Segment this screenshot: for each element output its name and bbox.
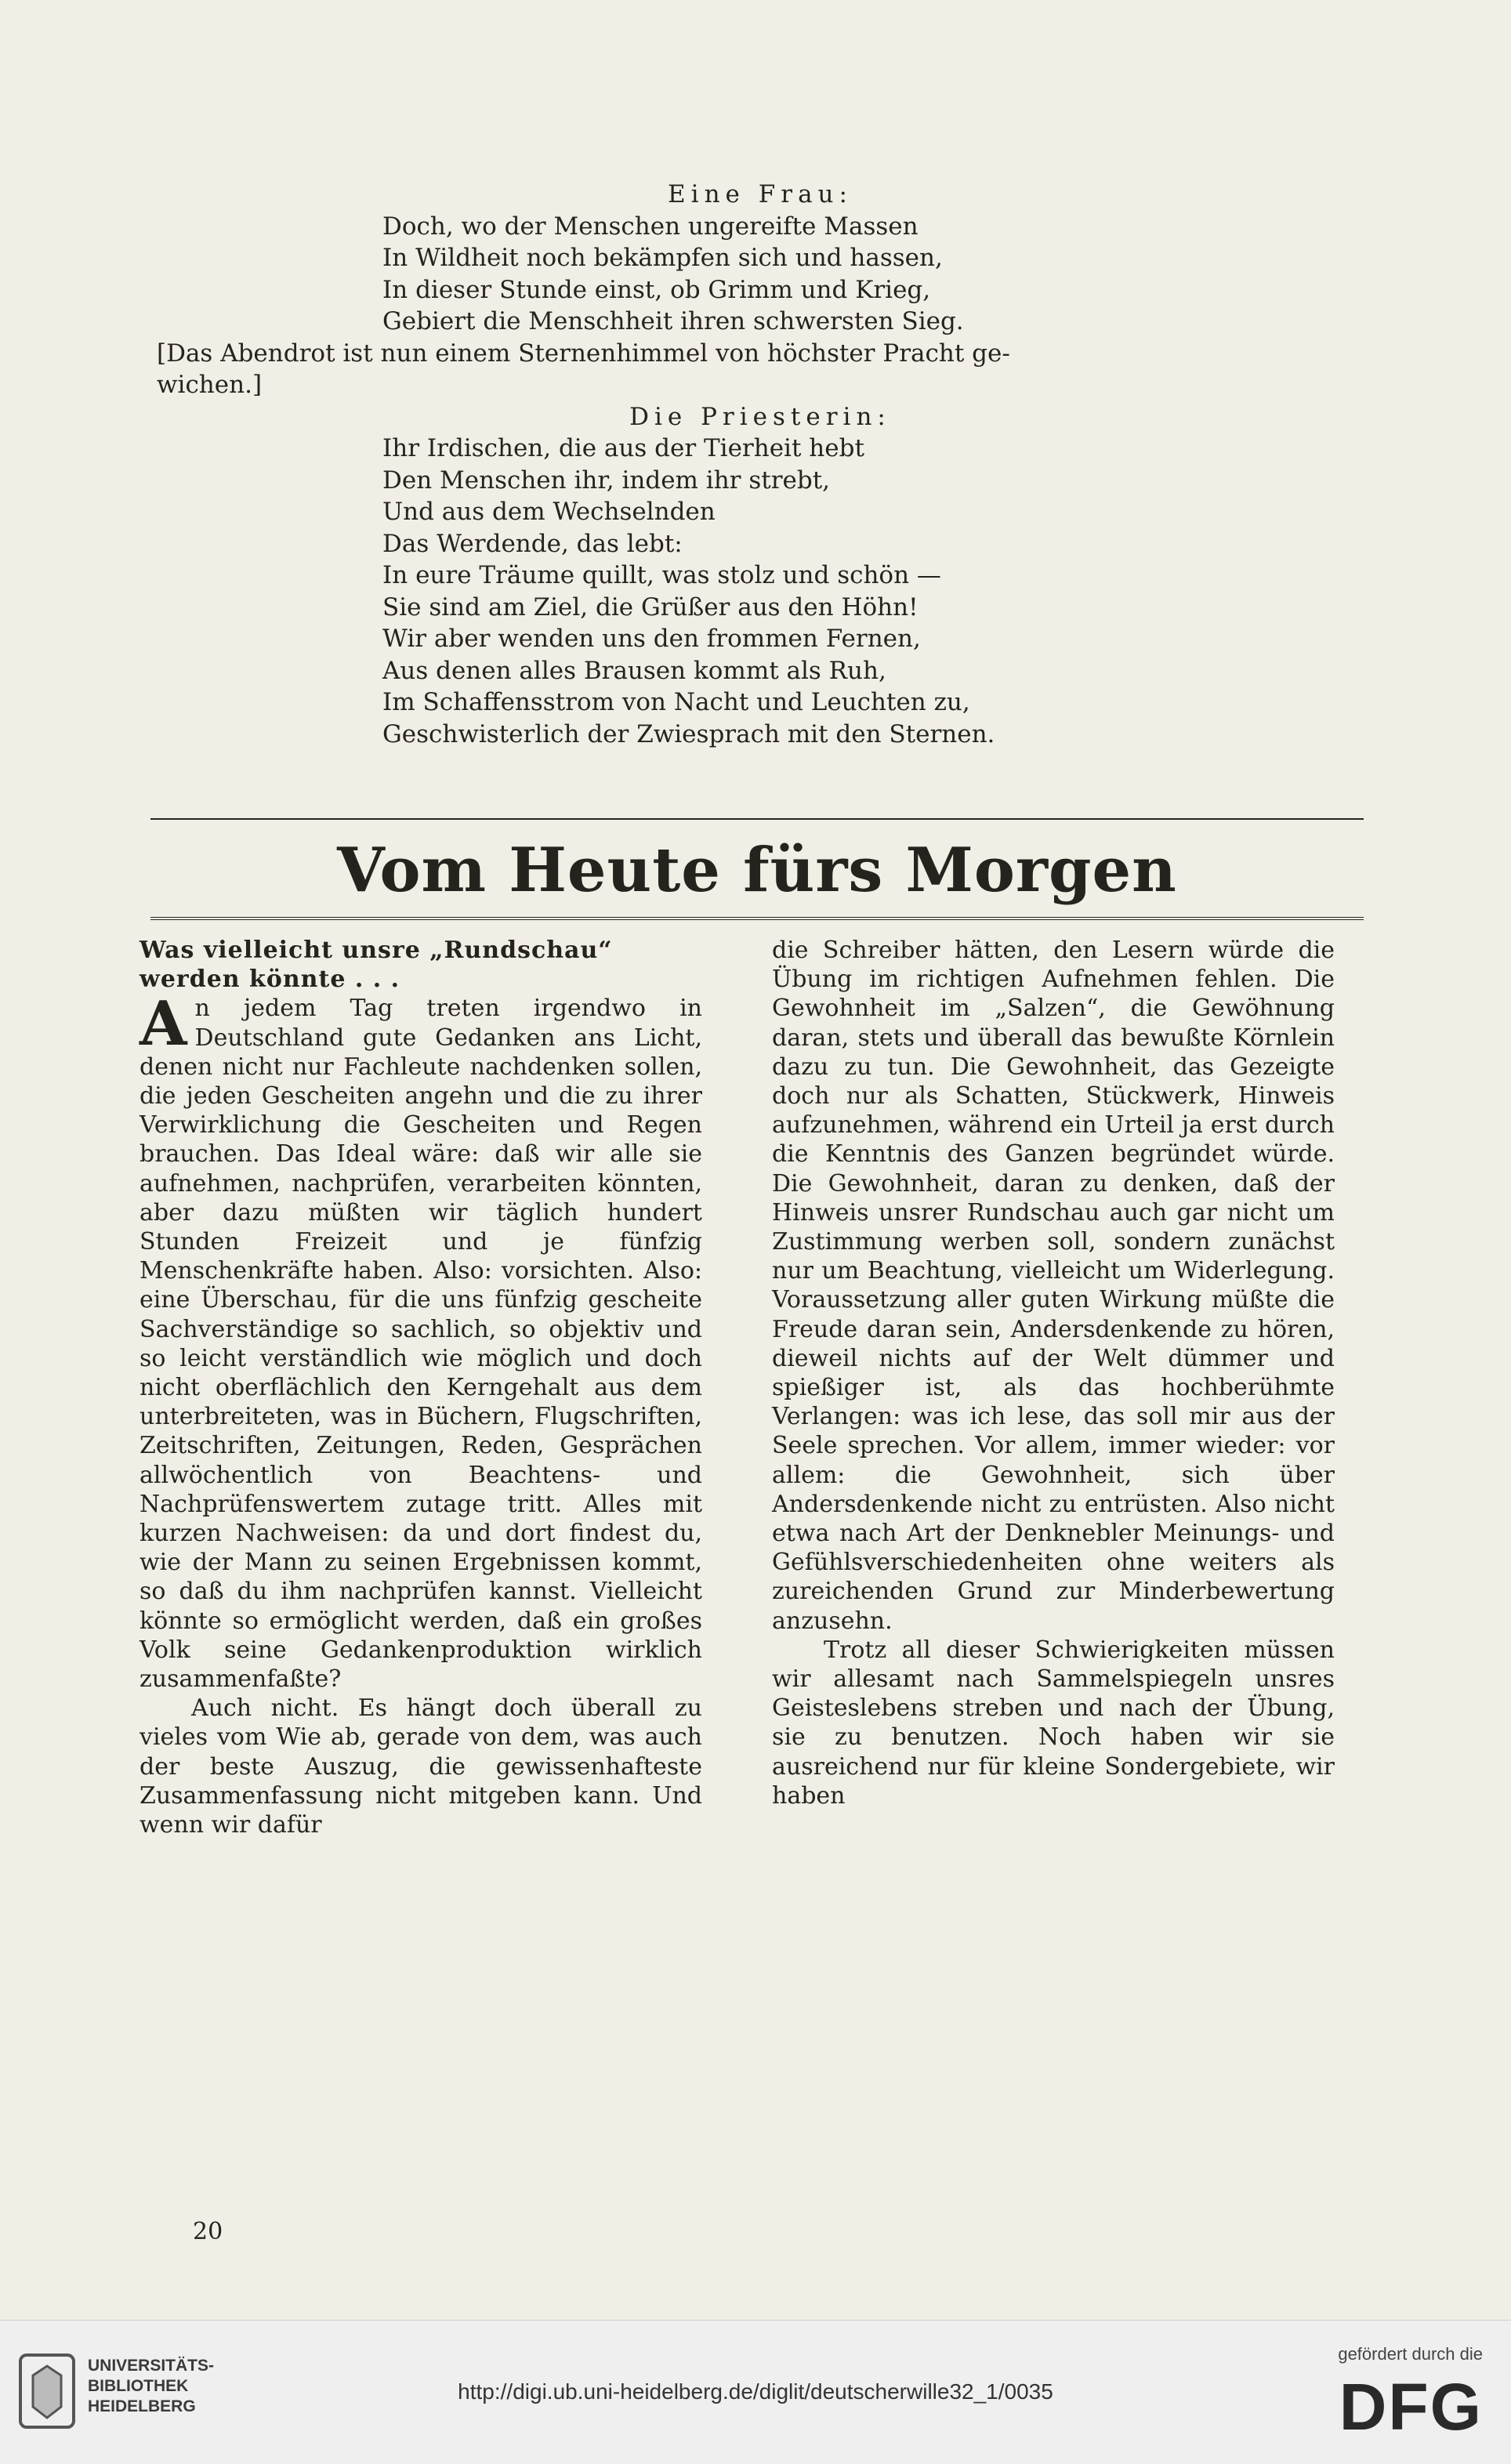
- paragraph: [140, 988, 702, 1694]
- article-column-left: [140, 936, 702, 1839]
- verse-line: Das Werdende, das lebt:: [382, 529, 683, 558]
- library-name-line: UNIVERSITÄTS-: [88, 2357, 215, 2375]
- paragraph: Auch nicht. Es hängt doch überall zu vieles vom Wie ab, gerade von dem, was auch der beste Auszug, die gewissenhafteste Zusammenfassung nicht mitgeben kann. Und wenn wir dafür: [140, 1694, 702, 1839]
- verse-line: In dieser Stunde einst, ob Grimm und Krieg,: [382, 275, 931, 304]
- verse-line: In Wildheit noch bekämpfen sich und hassen,: [382, 244, 943, 272]
- verse-line: Und aus dem Wechselnden: [382, 498, 716, 526]
- digitization-footer: [0, 2320, 1511, 2464]
- paragraph: die Schreiber hätten, den Lesern würde die Übung im richtigen Aufnehmen fehlen. Die Gewohnheit im „Salzen“, die Gewöhnung daran, stets und überall das bewußte Körnlein dazu zu tun. Die Gewohnheit, das Gezeigte doch nur als Schatten, Stückwerk, Hinweis aufzunehmen, während ein Urteil ja erst durch die Kenntnis des Ganzen begründet würde. Die Gewohnheit, daran zu denken, daß der Hinweis unsrer Rundschau auch gar nicht um Zustimmung werben soll, sondern zunächst nur um Beachtung, vielleicht um Widerlegung. Voraussetzung aller guten Wirkung müßte die Freude daran sein, Andersdenkende zu hören, dieweil nichts auf der Welt dümmer und spießiger ist, als das hochberühmte Verlangen: was ich lese, das soll mir aus der Seele sprechen. Vor allem, immer wieder: vor allem: die Gewohnheit, sich über Andersdenkende nicht zu entrüsten. Also nicht etwa nach Art der Denknebler Meinungs- und Gefühlsverschiedenheiten ohne weiters als zureichenden Grund zur Minderbewertung anzusehn.: [772, 937, 1335, 1635]
- speaker-label: Die Priesterin:: [629, 402, 891, 431]
- verse-line: Gebiert die Menschheit ihren schwersten Sieg.: [382, 307, 964, 335]
- stage-direction-line: [Das Abendrot ist nun einem Sternenhimmel von höchster Pracht ge-: [157, 339, 1010, 368]
- verse-line: Aus denen alles Brausen kommt als Ruh,: [382, 656, 886, 685]
- stage-direction-line: wichen.]: [157, 371, 263, 399]
- article-column-right: [772, 936, 1335, 1810]
- paragraph: Trotz all dieser Schwierigkeiten müssen wir allesamt nach Sammelspiegeln unsres Geisteslebens streben und nach der Übung, sie zu benutzen. Noch haben wir sie ausreichend nur für kleine Sondergebiete, wir haben: [772, 1636, 1335, 1810]
- subhead-line: werden könnte . . .: [140, 966, 400, 994]
- article-subhead: [140, 936, 702, 994]
- page-number: 20: [193, 2218, 223, 2245]
- verse-line: Sie sind am Ziel, die Grüßer aus den Höhn!: [382, 592, 919, 621]
- headline-top-rule: [150, 818, 1364, 820]
- verse-line: Geschwisterlich der Zwiesprach mit den Sternen.: [382, 719, 995, 748]
- drop-cap: A: [140, 988, 187, 1060]
- headline-bottom-rule: [150, 917, 1364, 920]
- verse-line: Im Schaffensstrom von Nacht und Leuchten zu,: [382, 688, 970, 716]
- poem-block: [157, 179, 1364, 750]
- article-headline: Vom Heute fürs Morgen: [337, 835, 1177, 906]
- speaker-label: Eine Frau:: [668, 180, 853, 208]
- verse-line: Wir aber wenden uns den frommen Fernen,: [382, 625, 921, 653]
- verse-line: In eure Träume quillt, was stolz und schön —: [382, 561, 941, 589]
- verse-line: Doch, wo der Menschen ungereifte Massen: [382, 212, 919, 241]
- subhead-line: Was vielleicht unsre „Rundschau“: [140, 937, 613, 964]
- verse-line: Ihr Irdischen, die aus der Tierheit hebt: [382, 434, 864, 462]
- source-url-link[interactable]: http://digi.ub.uni-heidelberg.de/diglit/deutscherwille32_1/0035: [458, 2379, 1053, 2404]
- dfg-logo: DFG: [1339, 2370, 1483, 2444]
- paragraph-text: n jedem Tag treten irgendwo in Deutschland gute Gedanken ans Licht, denen nicht nur Fachleute nachdenken sollen, die jeden Gescheiten angehn und die zu ihrer Verwirklichung die Gescheiten und Regen brauchen. Das Ideal wäre: daß wir alle sie aufnehmen, nachprüfen, verarbeiten könnten, aber dazu müßten wir täglich hundert Stunden Freizeit und je fünfzig Menschenkräfte haben. Also: vorsichten. Also: eine Überschau, für die uns fünfzig gescheite Sachverständige so sachlich, so objektiv und so leicht verständlich wie möglich und doch nicht oberflächlich den Kerngehalt aus dem unterbreiteten, was in Büchern, Flugschriften, Zeitschriften, Zeitungen, Reden, Gesprächen allwöchentlich von Beachtens- und Nachprüfenswertem zutage tritt. Alles mit kurzen Nachweisen: da und dort findest du, wie der Mann zu seinen Ergebnissen kommt, so daß du ihm nachprüfen kannst. Vielleicht könnte so ermöglicht werden, daß ein großes Volk seine Gedankenproduktion wirklich zusammenfaßte?: [140, 995, 702, 1694]
- library-name-line: HEIDELBERG: [88, 2397, 196, 2415]
- verse-line: Den Menschen ihr, indem ihr strebt,: [382, 466, 831, 495]
- stage-direction: [157, 338, 1364, 401]
- funded-by-label: gefördert durch die: [1338, 2344, 1483, 2364]
- library-name-line: BIBLIOTHEK: [88, 2377, 189, 2395]
